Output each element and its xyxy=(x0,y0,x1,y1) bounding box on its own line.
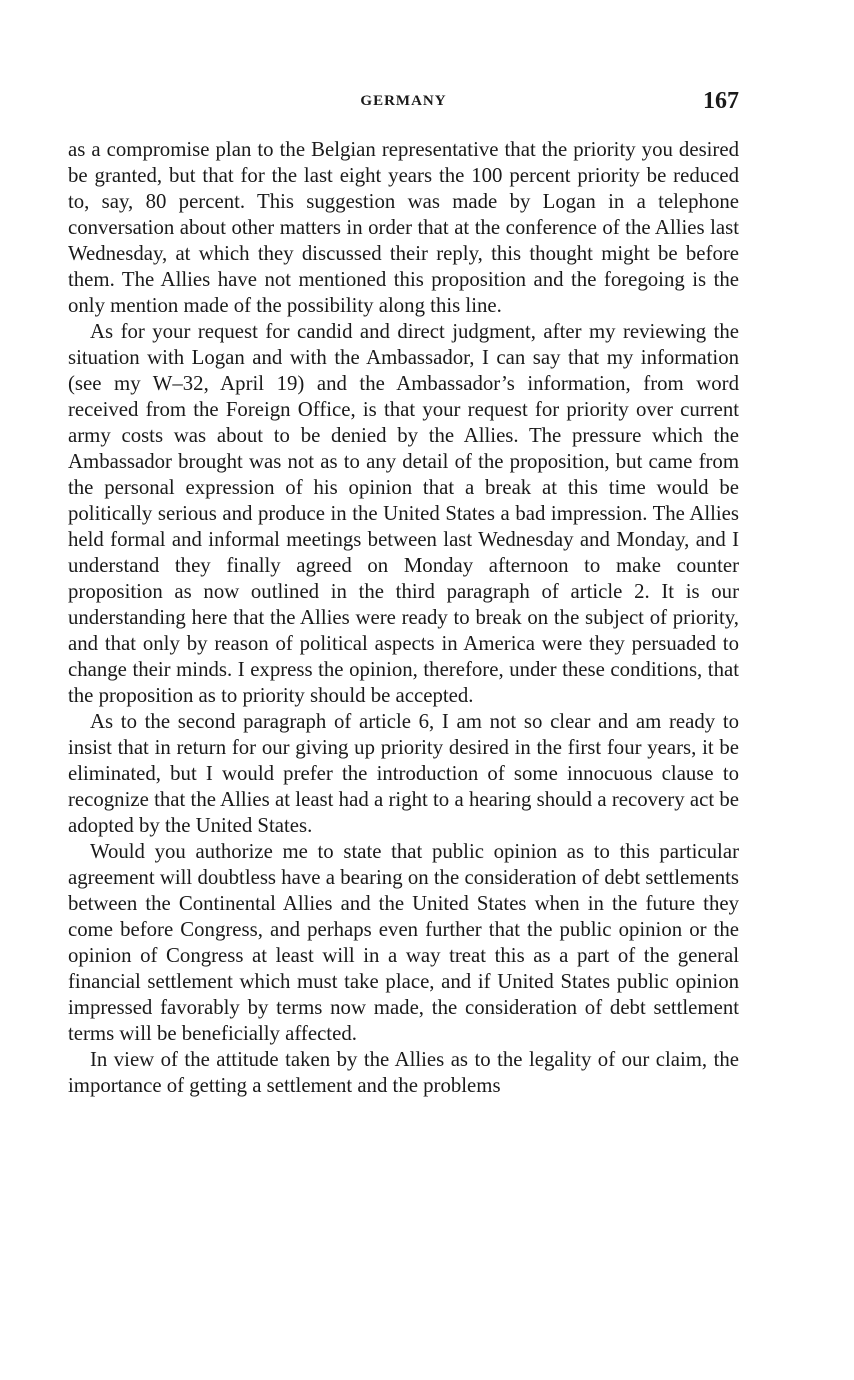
paragraph-continued: as a compromise plan to the Belgian representative that the priority you desired be granted, but that for the last eight years the 100 percent priority be reduced to, say, 80 percent. This suggestion was made by Logan in a telephone conversation about other matters in order that at the conference of the Allies last Wednesday, at which they discussed their reply, this thought might be before them. The Allies have not mentioned this proposition and the foregoing is the only mention made of the possibility along this line. xyxy=(68,138,739,317)
running-head xyxy=(68,88,739,120)
paragraph-article-6: As to the second paragraph of article 6, I am not so clear and am ready to insist that in return for our giving up priority desired in the first four years, it be eliminated, but I would prefer the introduction of some innocuous clause to recognize that the Allies at least had a right to a hearing should a recovery act be adopted by the United States. xyxy=(68,710,739,837)
paragraph-public-opinion: Would you authorize me to state that public opinion as to this particular agreement will doubtless have a bearing on the consideration of debt settlements between the Continental Allies and the United States when in the future they come before Congress, and perhaps even further that the public opinion or the opinion of Congress at least will in a way treat this as a part of the general financial settlement which must take place, and if United States public opinion impressed favorably by terms now made, the consideration of debt settlement terms will be beneficially affected. xyxy=(68,840,739,1045)
paragraph-candid-judgment: As for your request for candid and direct judgment, after my reviewing the situation with Logan and with the Ambassador, I can say that my information (see my W–32, April 19) and the Ambassador’s information, from word received from the Foreign Office, is that your request for priority over current army costs was about to be denied by the Allies. The pressure which the Ambassador brought was not as to any detail of the proposition, but came from the personal expression of his opinion that a break at this time would be politically serious and produce in the United States a bad impression. The Allies held formal and informal meetings between last Wednesday and Monday, and I understand they finally agreed on Monday afternoon to make counter proposition as now outlined in the third paragraph of article 2. It is our understanding here that the Allies were ready to break on the subject of priority, and that only by reason of political aspects in America were they persuaded to change their minds. I express the opinion, therefore, under these conditions, that the proposition as to priority should be accepted. xyxy=(68,320,739,707)
page-number: 167 xyxy=(703,88,739,114)
running-title: GERMANY xyxy=(360,93,447,109)
body-text xyxy=(68,137,739,1099)
paragraph-legality: In view of the attitude taken by the Allies as to the legality of our claim, the importance of getting a settlement and the problems xyxy=(68,1048,739,1097)
